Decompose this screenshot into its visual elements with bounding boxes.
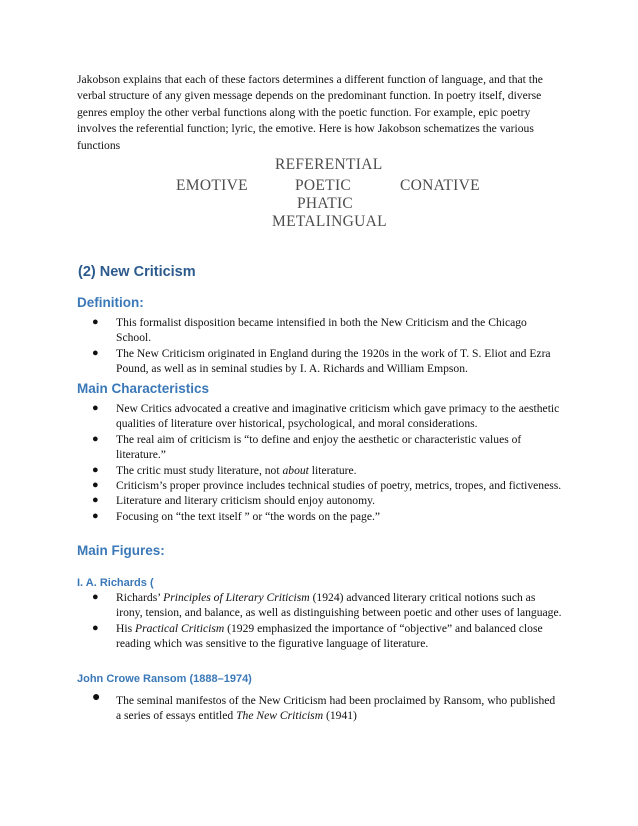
list-item: ● Richards’ Principles of Literary Criticism (1924) advanced literary critical notions such as irony, tension, and balance, as well as distinguishing between poetic and other uses of language. [92,591,562,620]
bullet-icon: ● [92,591,99,603]
diagram-phatic: PHATIC [297,195,354,212]
characteristics-heading: Main Characteristics [77,381,210,396]
list-item: ● Focusing on “the text itself ” or “the words on the page.” [92,509,381,523]
figures-heading: Main Figures: [77,543,165,558]
list-item: ● The New Criticism originated in England during the 1920s in the work of T. S. Eliot and Ezra Pound, as well as in seminal studies by I. A. Richards and William Empson. [92,346,551,376]
bullet-icon: ● [92,316,99,328]
jakobson-functions-diagram [0,156,638,236]
bullet-icon: ● [92,621,99,634]
bullet-icon: ● [92,690,101,705]
list-item: ● New Critics advocated a creative and imaginative criticism which gave primacy to the aesthetic qualities of literature over historical, psychological, and moral considerations. [92,402,560,431]
list-item: ● The seminal manifestos of the New Criticism had been proclaimed by Ransom, who published a series of essays entitled The New Criticism (1941) [92,690,556,723]
section-title: (2) New Criticism [78,264,196,280]
ransom-heading: John Crowe Ransom (1888–1974) [77,673,252,685]
bullet-icon: ● [92,463,99,476]
diagram-metalingual: METALINGUAL [272,213,387,230]
diagram-referential: REFERENTIAL [275,156,383,173]
diagram-conative: CONATIVE [400,177,480,194]
richards-heading: I. A. Richards ( [77,577,154,589]
definition-heading: Definition: [77,295,144,310]
definition-list [92,315,562,377]
richards-list [92,590,562,652]
diagram-poetic: POETIC [295,177,352,194]
list-item: ● The real aim of criticism is “to define and enjoy the aesthetic or characteristic values of literature.” [92,432,522,462]
list-item: ● Criticism’s proper province includes technical studies of poetry, metrics, tropes, and fictiveness. [92,479,562,493]
intro-paragraph: Jakobson explains that each of these factors determines a different function of language, and that the verbal structure of any given message depends on the predominant function. In poetry itself, diverse genres employ the other verbal functions along with the poetic function. For example, epic poetry involves the referential function; lyric, the emotive. Here is how Jakobson schematizes the various functions [77,73,543,152]
bullet-icon: ● [92,432,99,445]
list-item: ● The critic must study literature, not about literature. [92,463,357,477]
bullet-icon: ● [92,509,99,522]
list-item: ● His Practical Criticism (1929 emphasized the importance of “objective” and balanced close reading which was sensitive to the figurative language of literature. [92,621,543,651]
diagram-emotive: EMOTIVE [176,177,248,194]
ransom-list [92,690,562,724]
bullet-icon: ● [92,402,99,414]
list-item: ● Literature and literary criticism should enjoy autonomy. [92,494,376,508]
list-item: ● This formalist disposition became intensified in both the New Criticism and the Chicago School. [92,316,527,345]
bullet-icon: ● [92,479,99,492]
bullet-icon: ● [92,494,99,507]
bullet-icon: ● [92,346,99,359]
characteristics-list [92,401,562,524]
